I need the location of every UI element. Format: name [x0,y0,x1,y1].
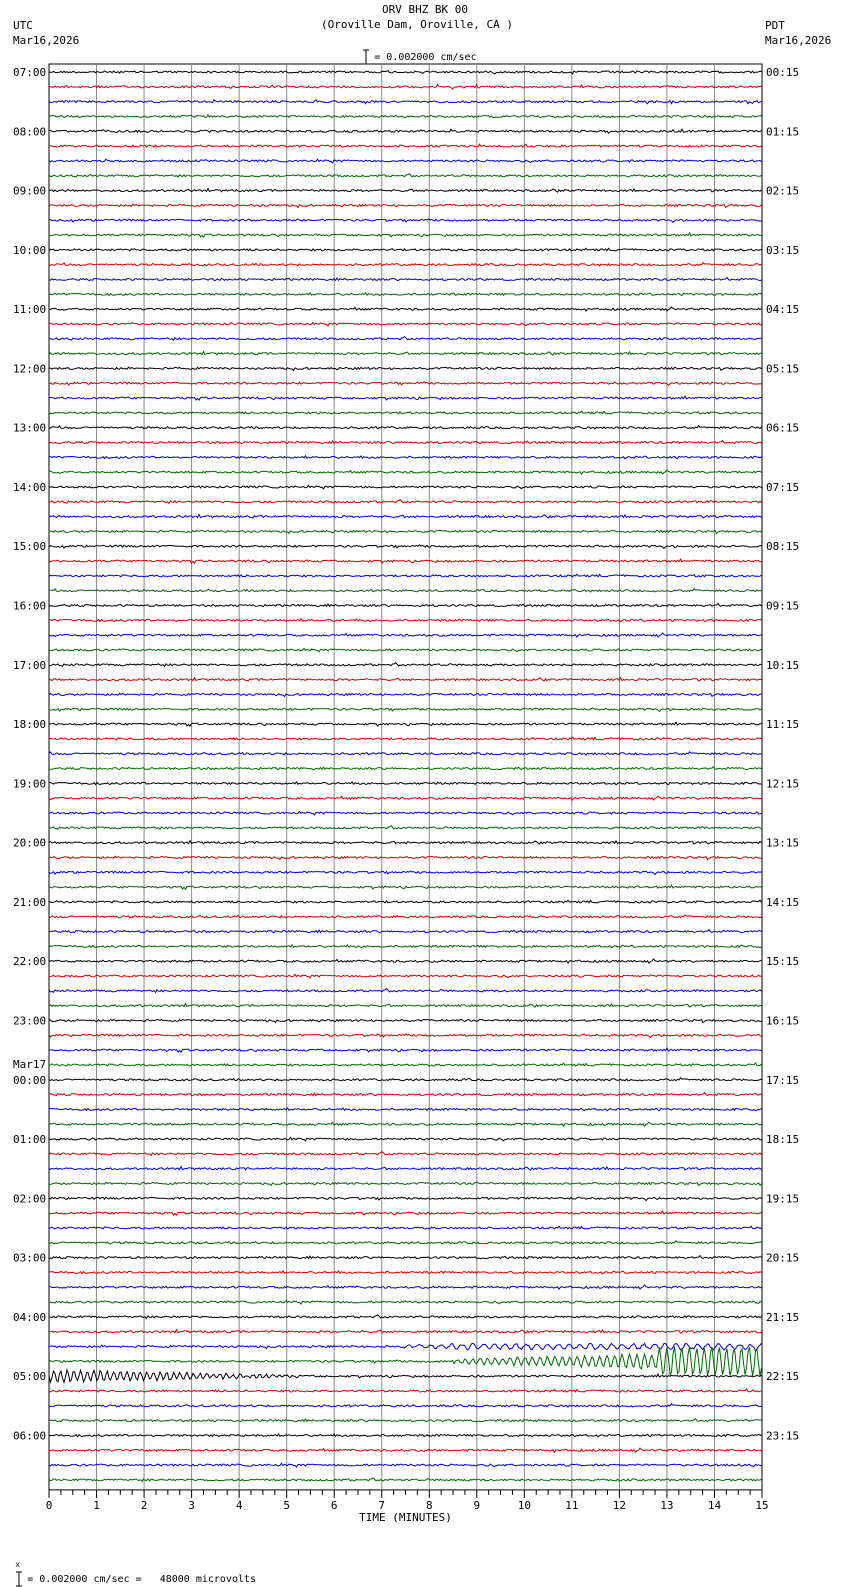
trace-line [49,129,762,133]
trace-line [49,1330,762,1334]
right-hour-label: 08:15 [766,540,800,554]
trace-line [49,1285,762,1289]
left-hour-label: 11:00 [13,303,47,317]
scale-legend-text: = 0.002000 cm/sec [374,52,477,63]
trace-line [49,500,762,504]
left-hour-label: 07:00 [13,66,47,79]
x-tick-label: 2 [140,1498,148,1512]
trace-line [49,648,762,652]
trace-line [49,174,762,178]
right-hour-label: 18:15 [766,1133,800,1147]
trace-line [49,233,762,237]
trace-line [49,470,762,474]
right-hour-label: 19:15 [766,1192,800,1206]
trace-line [49,337,762,341]
trace-line [49,559,762,563]
trace-line [49,1389,762,1392]
trace-line [49,426,762,429]
trace-line [49,1152,762,1156]
footer-scale-text: = 0.002000 cm/sec = 48000 microvolts [27,1574,257,1585]
trace-line [49,1271,762,1274]
trace-line [49,633,762,637]
trace-line [49,959,762,963]
trace-line [49,1034,762,1038]
left-hour-label: 20:00 [13,836,47,850]
trace-line [49,1211,762,1215]
trace-line [49,1078,762,1081]
trace-line [49,693,762,696]
trace-line [49,767,762,770]
trace-line [49,1182,762,1185]
trace-line [49,1256,762,1259]
right-hour-label: 12:15 [766,777,800,791]
trace-line [49,85,762,89]
x-tick-label: 4 [235,1498,243,1512]
trace-line [49,871,762,875]
x-tick-label: 10 [517,1498,531,1512]
trace-line [49,856,762,859]
right-hour-label: 22:15 [766,1370,800,1384]
right-hour-label: 11:15 [766,718,800,732]
right-hour-label: 07:15 [766,480,800,494]
left-hour-label: 04:00 [13,1310,47,1324]
trace-line [49,885,762,889]
trace-line [49,1241,762,1244]
right-hour-label: 02:15 [766,184,800,198]
x-tick-label: 9 [473,1498,481,1512]
x-tick-label: 11 [565,1498,579,1512]
right-timezone: PDT [765,19,785,32]
date-change-label: Mar17 [13,1057,47,1071]
right-hour-label: 17:15 [766,1073,800,1087]
trace-line [49,1063,762,1066]
station-title: ORV BHZ BK 00 [381,3,469,16]
trace-line [49,619,762,622]
right-hour-label: 14:15 [766,895,800,909]
trace-line [49,1343,762,1351]
left-hour-label: 17:00 [13,658,47,672]
x-tick-label: 8 [425,1498,433,1512]
trace-line [49,1048,762,1052]
trace-line [49,708,762,712]
trace-line [49,100,762,104]
trace-line [49,900,762,903]
x-tick-label: 7 [378,1498,386,1512]
left-date: Mar16,2026 [13,34,80,47]
trace-line [49,530,762,533]
trace-line [49,219,762,223]
trace-line [49,796,762,800]
trace-line [49,989,762,993]
footer-scale [2,1546,256,1587]
trace-line [49,1315,762,1319]
trace-line [49,485,762,489]
trace-line [49,663,762,667]
trace-line [49,396,762,400]
right-hour-label: 15:15 [766,955,800,969]
left-hour-label: 02:00 [13,1192,47,1206]
right-date: Mar16,2026 [765,34,832,47]
trace-line [49,1167,762,1171]
trace-line [49,974,762,978]
footer-scale-bar-icon [15,1571,23,1587]
left-hour-label: 03:00 [13,1251,47,1265]
station-location: (Oroville Dam, Oroville, CA ) [320,18,514,31]
trace-line [49,1004,762,1008]
trace-line [49,189,762,193]
right-hour-label: 03:15 [766,243,800,257]
right-hour-label: 23:15 [766,1429,800,1443]
trace-line [49,278,762,281]
left-hour-label: 12:00 [13,362,47,376]
trace-line [49,322,762,326]
trace-line [49,752,762,755]
trace-line [49,930,762,933]
trace-line [49,515,762,519]
right-hour-label: 01:15 [766,125,800,139]
trace-line [49,263,762,266]
trace-line [49,574,762,577]
trace-line [49,1463,762,1467]
x-tick-label: 13 [660,1498,674,1512]
trace-line [49,456,762,459]
x-tick-label: 3 [188,1498,195,1512]
trace-line [49,737,762,740]
right-hour-label: 09:15 [766,599,800,613]
left-hour-label: 06:00 [13,1429,47,1443]
right-hour-label: 06:15 [766,421,800,435]
trace-line [49,293,762,296]
trace-line [49,1197,762,1201]
plot-frame [49,64,762,1490]
trace-line [49,411,762,414]
trace-line [49,307,762,311]
trace-line [49,159,762,163]
left-hour-label: 16:00 [13,599,47,613]
trace-line [49,1122,762,1126]
right-hour-label: 20:15 [766,1251,800,1265]
right-hour-label: 16:15 [766,1014,800,1028]
left-timezone: UTC [13,19,33,32]
trace-line [49,352,762,356]
x-tick-label: 15 [755,1498,769,1512]
trace-line [49,678,762,682]
trace-line [49,1019,762,1022]
trace-line [49,1404,762,1407]
trace-line [49,1419,762,1422]
trace-line [49,1093,762,1096]
trace-line [49,915,762,918]
trace-line [49,1434,762,1437]
left-hour-label: 22:00 [13,955,47,969]
x-tick-label: 12 [612,1498,627,1512]
right-hour-label: 10:15 [766,658,800,672]
left-hour-label: 18:00 [13,718,47,732]
left-hour-label: 14:00 [13,480,47,494]
left-hour-label: 08:00 [13,125,47,139]
trace-line [49,382,762,386]
trace-line [49,545,762,549]
left-hour-label: 09:00 [13,184,47,198]
x-tick-label: 14 [707,1498,722,1512]
trace-line [49,71,762,74]
trace-line [49,367,762,370]
trace-line [49,811,762,815]
trace-line [49,248,762,251]
trace-line [49,604,762,607]
trace-line [49,722,762,726]
left-hour-label: 01:00 [13,1133,47,1147]
trace-line [49,1478,762,1482]
trace-line [49,589,762,592]
right-hour-label: 21:15 [766,1310,800,1324]
x-tick-label: 5 [283,1498,290,1512]
footer-mark: x [15,1560,21,1569]
trace-line [49,441,762,444]
x-tick-label: 1 [93,1498,100,1512]
left-hour-label: 21:00 [13,895,47,909]
trace-line [49,204,762,207]
left-hour-label: 05:00 [13,1370,47,1384]
left-hour-label: 00:00 [13,1073,47,1087]
right-hour-label: 05:15 [766,362,800,376]
trace-line [49,1347,762,1376]
right-hour-label: 00:15 [766,66,800,79]
left-hour-label: 10:00 [13,243,47,257]
left-hour-label: 23:00 [13,1014,47,1028]
right-hour-label: 04:15 [766,303,800,317]
trace-line [49,1137,762,1141]
x-tick-label: 0 [45,1498,53,1512]
left-hour-label: 15:00 [13,540,47,554]
trace-line [49,826,762,830]
x-axis-title: TIME (MINUTES) [359,1510,452,1524]
trace-line [49,1300,762,1304]
x-tick-label: 6 [330,1498,338,1512]
trace-line [49,945,762,948]
left-hour-label: 19:00 [13,777,47,791]
trace-line [49,1370,762,1383]
trace-line [49,1448,762,1452]
trace-line [49,115,762,118]
trace-line [49,1226,762,1229]
right-hour-label: 13:15 [766,836,800,850]
trace-line [49,144,762,147]
left-hour-label: 13:00 [13,421,47,435]
trace-line [49,782,762,785]
trace-line [49,841,762,845]
trace-line [49,1108,762,1111]
